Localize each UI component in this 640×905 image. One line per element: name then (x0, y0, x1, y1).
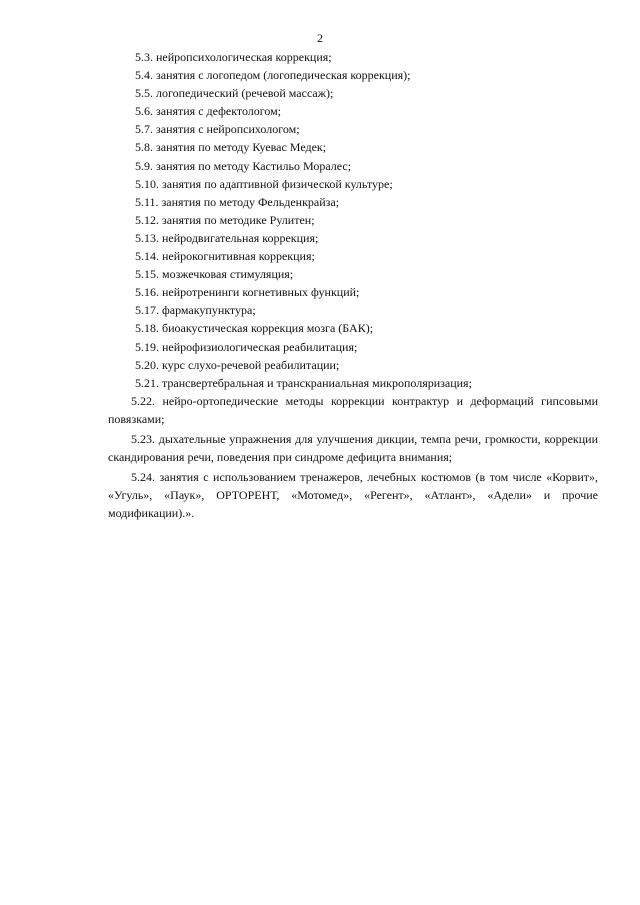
item-text: нейрокогнитивная коррекция; (162, 249, 315, 264)
list-item (108, 157, 598, 175)
list-item (108, 48, 598, 66)
item-number: 5.5. (135, 86, 153, 101)
paragraph-item (108, 430, 598, 466)
item-text: трансвертебральная и транскраниальная микрополяризация; (162, 375, 472, 390)
item-text: нейротренинги когнетивных функций; (162, 285, 360, 300)
item-number: 5.17. (135, 303, 159, 318)
item-text: занятия по адаптивной физической культуре; (162, 176, 393, 191)
item-text: нейрофизиологическая реабилитация; (162, 339, 358, 354)
list-item (108, 301, 598, 319)
list-item (108, 229, 598, 247)
item-number: 5.18. (135, 321, 159, 336)
item-text: дыхательные упражнения для улучшения дикции, темпа речи, громкости, коррекции скандирования речи, поведения при синдроме дефицита внимания; (108, 431, 598, 465)
paragraph-item (108, 468, 598, 522)
item-text: занятия по методу Фельденкрайза; (161, 194, 340, 209)
item-number: 5.8. (135, 140, 153, 155)
paragraph-item (108, 392, 598, 428)
item-text: занятия с использованием тренажеров, лечебных костюмов (в том числе «Корвит», «Угуль», «Паук», ОРТОРЕНТ, «Мотомед», «Регент», «Атлант», «Адели» и прочие модификации).». (108, 470, 599, 521)
list-item (108, 66, 598, 84)
list-item (108, 338, 598, 356)
item-number: 5.7. (135, 122, 153, 137)
list-item (108, 175, 598, 193)
list-item (108, 356, 598, 374)
item-number: 5.24. (131, 470, 155, 485)
item-text: занятия по методу Кастильо Моралес; (156, 158, 352, 173)
item-number: 5.21. (135, 375, 159, 390)
item-number: 5.23. (131, 431, 155, 446)
document-body (108, 48, 598, 522)
item-number: 5.6. (135, 104, 153, 119)
item-text: биоакустическая коррекция мозга (БАК); (162, 321, 374, 336)
list-item (108, 211, 598, 229)
list-item (108, 193, 598, 211)
list-item (108, 265, 598, 283)
item-text: занятия по методу Куевас Медек; (156, 140, 327, 155)
list-item (108, 138, 598, 156)
list-item (108, 283, 598, 301)
list-item (108, 247, 598, 265)
item-text: курс слухо-речевой реабилитации; (162, 357, 340, 372)
list-item (108, 84, 598, 102)
item-text: логопедический (речевой массаж); (156, 86, 334, 101)
item-text: занятия по методике Рулитен; (162, 212, 315, 227)
item-text: нейро-ортопедические методы коррекции контрактур и деформаций гипсовыми повязками; (108, 393, 599, 426)
item-number: 5.22. (131, 393, 155, 408)
item-number: 5.10. (135, 176, 159, 191)
list-item (108, 120, 598, 138)
item-text: занятия с логопедом (логопедическая коррекция); (156, 68, 411, 83)
item-number: 5.12. (135, 212, 159, 227)
item-number: 5.15. (135, 267, 159, 282)
item-number: 5.19. (135, 339, 159, 354)
item-number: 5.14. (135, 249, 159, 264)
item-number: 5.9. (135, 158, 153, 173)
item-number: 5.16. (135, 285, 159, 300)
item-text: занятия с нейропсихологом; (156, 122, 300, 137)
list-item (108, 102, 598, 120)
list-item (108, 374, 598, 392)
item-number: 5.11. (135, 194, 159, 209)
item-number: 5.4. (135, 68, 153, 83)
item-number: 5.13. (135, 230, 159, 245)
page-number: 2 (317, 31, 323, 45)
item-number: 5.3. (135, 50, 153, 64)
item-text: нейродвигательная коррекция; (162, 230, 319, 245)
item-number: 5.20. (135, 357, 159, 372)
item-text: мозжечковая стимуляция; (162, 267, 294, 282)
item-text: нейропсихологическая коррекция; (156, 50, 332, 64)
item-text: фармакупунктура; (162, 303, 256, 318)
list-item (108, 319, 598, 337)
item-text: занятия с дефектологом; (156, 104, 282, 119)
